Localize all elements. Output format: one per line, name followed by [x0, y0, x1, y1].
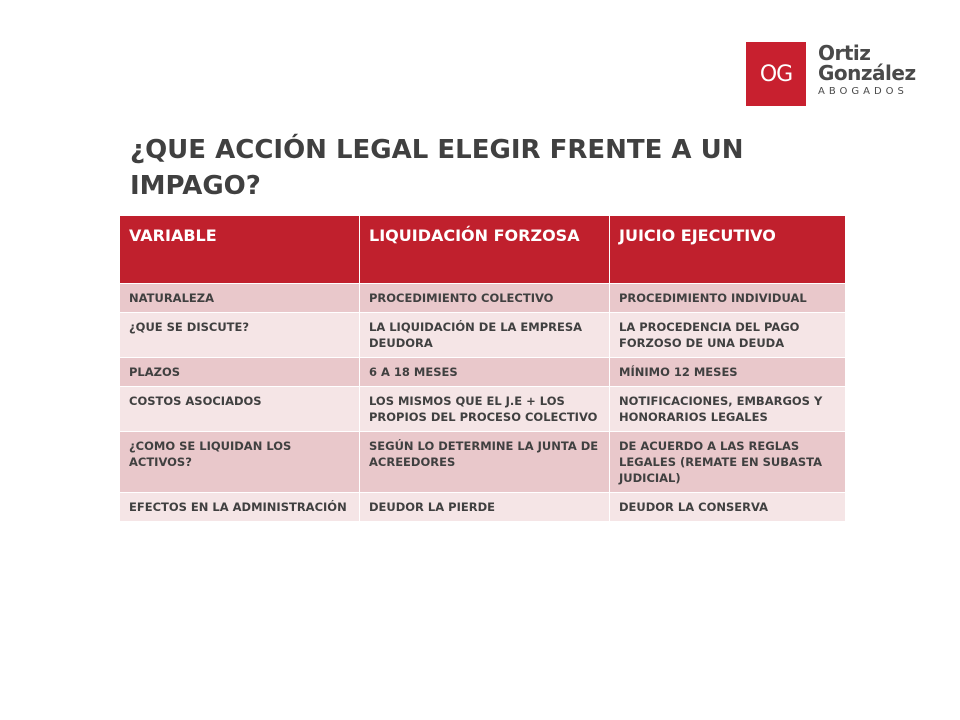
table-cell: COSTOS ASOCIADOS: [120, 387, 360, 432]
table-cell: ¿QUE SE DISCUTE?: [120, 313, 360, 358]
logo-subtitle: ABOGADOS: [818, 86, 908, 97]
company-logo: [746, 42, 916, 106]
logo-name-line2: González: [818, 61, 916, 85]
table-cell: 6 A 18 MESES: [360, 358, 610, 387]
table-row: [120, 432, 846, 493]
table-cell: ¿COMO SE LIQUIDAN LOS ACTIVOS?: [120, 432, 360, 493]
table-cell: PROCEDIMIENTO COLECTIVO: [360, 284, 610, 313]
table-cell: PLAZOS: [120, 358, 360, 387]
table-cell: LA LIQUIDACIÓN DE LA EMPRESA DEUDORA: [360, 313, 610, 358]
logo-wordmark: [818, 43, 916, 97]
table-row: [120, 358, 846, 387]
table-cell: DE ACUERDO A LAS REGLAS LEGALES (REMATE EN SUBASTA JUDICIAL): [610, 432, 846, 493]
page-title: ¿QUE ACCIÓN LEGAL ELEGIR FRENTE A UN IMPAGO?: [130, 135, 744, 201]
table-cell: LOS MISMOS QUE EL J.E + LOS PROPIOS DEL PROCESO COLECTIVO: [360, 387, 610, 432]
table-row: [120, 284, 846, 313]
table-cell: NOTIFICACIONES, EMBARGOS Y HONORARIOS LEGALES: [610, 387, 846, 432]
table-cell: MÍNIMO 12 MESES: [610, 358, 846, 387]
table-cell: PROCEDIMIENTO INDIVIDUAL: [610, 284, 846, 313]
table-cell: NATURALEZA: [120, 284, 360, 313]
table-row: [120, 493, 846, 522]
header-juicio-ejecutivo: JUICIO EJECUTIVO: [610, 216, 846, 284]
comparison-table: [119, 215, 846, 522]
table-cell: SEGÚN LO DETERMINE LA JUNTA DE ACREEDORES: [360, 432, 610, 493]
logo-name-line1: Ortiz: [818, 41, 871, 65]
table-cell: DEUDOR LA PIERDE: [360, 493, 610, 522]
header-variable: VARIABLE: [120, 216, 360, 284]
table-header-row: [120, 216, 846, 284]
table-row: [120, 387, 846, 432]
header-liquidacion-forzosa: LIQUIDACIÓN FORZOSA: [360, 216, 610, 284]
table-row: [120, 313, 846, 358]
table-cell: LA PROCEDENCIA DEL PAGO FORZOSO DE UNA DEUDA: [610, 313, 846, 358]
table-cell: DEUDOR LA CONSERVA: [610, 493, 846, 522]
logo-monogram: OG: [746, 42, 806, 106]
table-cell: EFECTOS EN LA ADMINISTRACIÓN: [120, 493, 360, 522]
